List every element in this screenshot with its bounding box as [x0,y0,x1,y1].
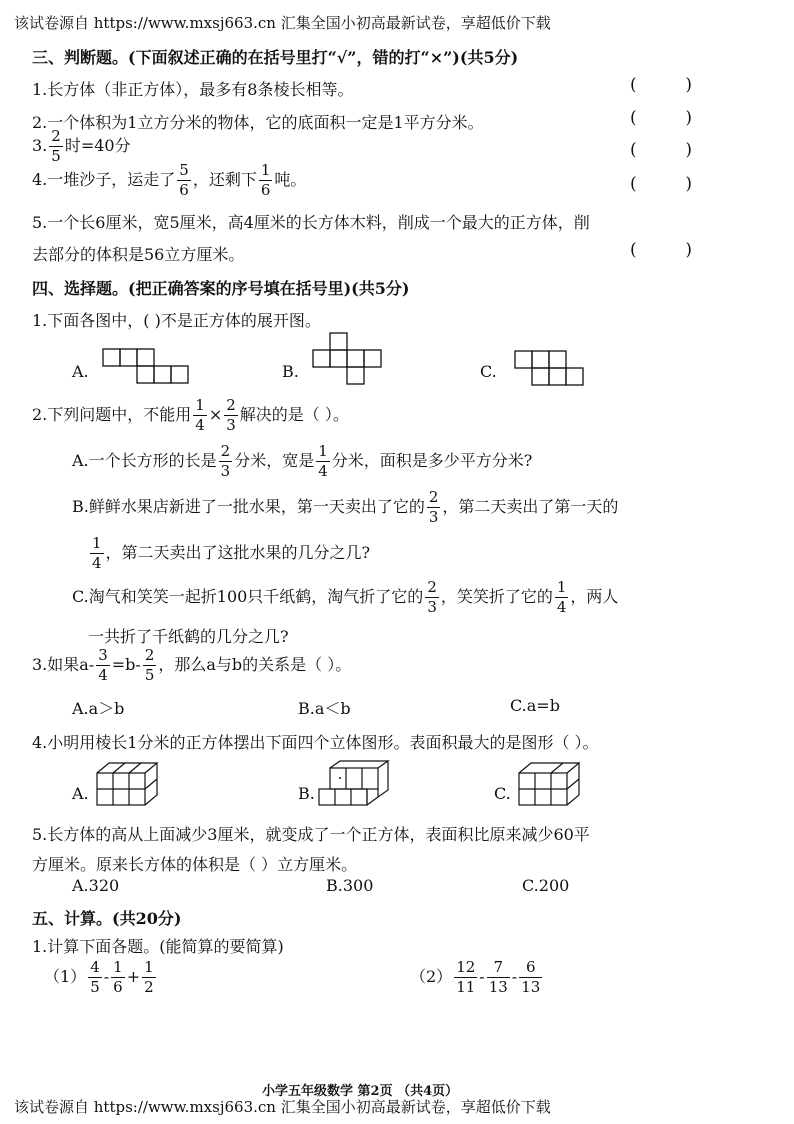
choice-q5-option-a: A.320 [72,876,120,895]
option-label: A. [72,784,89,803]
answer-paren[interactable]: ( ) [630,140,692,160]
choice-q5-option-b: B.300 [326,876,374,895]
calc-q1: 1.计算下面各题。(能简算的要简算) [32,937,284,956]
fraction: $\frac{2}{5}$ [51,127,61,165]
fraction: $\frac{2}{5}$ [144,646,155,684]
option-label: C. [494,784,511,803]
section-3-title: 三、判断题。(下面叙述正确的在括号里打“√”，错的打“×”)(共5分) [32,48,519,67]
fraction: $\frac{12}{11}$ [456,958,476,996]
cube-figure-a [96,760,162,808]
judge-q1: 1.长方体（非正方体），最多有8条棱长相等。 [32,80,354,99]
judge-q2: 2.一个体积为1立方分米的物体，它的底面积一定是1平方分米。 [32,113,484,132]
fraction: $\frac{7}{13}$ [488,958,508,996]
answer-paren[interactable]: ( ) [630,108,692,128]
fraction: $\frac{1}{6}$ [113,958,123,996]
calc-expr-1: （1） $\frac{4}{5}$ - $\frac{1}{6}$ + $\frac{1}{2}$ [44,958,154,996]
fraction: $\frac{2}{3}$ [427,578,437,616]
option-label: B. [298,784,315,803]
answer-paren[interactable]: ( ) [630,174,692,194]
option-label: A. [72,362,89,381]
judge-q3: 3. $\frac{2}{5}$ 时=40分 [32,127,131,165]
answer-paren[interactable]: ( ) [630,240,692,260]
cube-net-a [102,348,192,386]
section-4-title: 四、选择题。(把正确答案的序号填在括号里)(共5分) [32,279,410,298]
choice-q2-option-b-line2: $\frac{1}{4}$ ，第二天卖出了这批水果的几分之几? [92,534,371,572]
fraction: $\frac{5}{6}$ [179,161,189,199]
choice-q3-option-a: A.a＞b [72,699,125,718]
fraction: $\frac{1}{2}$ [144,958,154,996]
fraction: $\frac{1}{4}$ [318,442,328,480]
choice-q2-option-c-line2: 一共折了千纸鹤的几分之几? [88,627,289,646]
source-footer: 该试卷源自 https://www.mxsj663.cn 汇集全国小初高最新试卷，享超低价下载 [14,1098,551,1116]
fraction: $\frac{1}{4}$ [92,534,102,572]
fraction: $\frac{4}{5}$ [90,958,100,996]
option-label: B. [282,362,299,381]
fraction: $\frac{2}{3}$ [226,396,236,434]
fraction: $\frac{2}{3}$ [428,488,439,526]
choice-q5-line2: 方厘米。原来长方体的体积是（ ）立方厘米。 [32,855,358,874]
answer-paren[interactable]: ( ) [630,75,692,95]
fraction: $\frac{1}{6}$ [260,161,271,199]
option-label: C. [480,362,497,381]
page-footer: 小学五年级数学 第2页 （共4页） [262,1084,459,1099]
judge-q5-line1: 5.一个长6厘米，宽5厘米，高4厘米的长方体木料，削成一个最大的正方体，削 [32,213,590,232]
choice-q4: 4.小明用棱长1分米的正方体摆出下面四个立体图形。表面积最大的是图形（ ）。 [32,733,599,752]
fraction: $\frac{3}{4}$ [98,646,108,684]
choice-q5-line1: 5.长方体的高从上面减少3厘米，就变成了一个正方体，表面积比原来减少60平 [32,825,590,844]
fraction: $\frac{1}{4}$ [195,396,205,434]
choice-q3-option-b: B.a＜b [298,699,351,718]
choice-q1: 1.下面各图中，( )不是正方体的展开图。 [32,311,321,330]
cube-figure-c [518,760,584,808]
cube-net-c [514,350,586,388]
cube-figure-b [318,760,392,808]
cube-net-b [312,332,384,388]
choice-q2-option-b: B.鲜鲜水果店新进了一批水果，第一天卖出了它的 $\frac{2}{3}$ ，第二天卖出了第一天的 [72,488,619,526]
fraction: $\frac{6}{13}$ [521,958,541,996]
choice-q3: 3.如果a- $\frac{3}{4}$ =b- $\frac{2}{5}$ ，那么a与b的关系是（ ）。 [32,646,352,684]
choice-q3-option-c: C.a=b [510,696,560,715]
judge-q5-line2: 去部分的体积是56立方厘米。 [32,245,245,264]
choice-q5-option-c: C.200 [522,876,570,895]
page-header: 该试卷源自 https://www.mxsj663.cn 汇集全国小初高最新试卷，享超低价下载 [14,14,551,32]
fraction: $\frac{2}{3}$ [220,442,231,480]
choice-q2-option-c: C.淘气和笑笑一起折100只千纸鹤，淘气折了它的 $\frac{2}{3}$ ，笑笑折了它的 $\frac{1}{4}$ ，两人 [72,578,619,616]
choice-q2-option-a: A.一个长方形的长是 $\frac{2}{3}$ 分米，宽是 $\frac{1}{4}$ 分米，面积是多少平方分米? [72,442,533,480]
judge-q4: 4.一堆沙子，运走了 $\frac{5}{6}$ ，还剩下 $\frac{1}{6}$ 吨。 [32,161,307,199]
section-5-title: 五、计算。(共20分) [32,909,182,928]
calc-expr-2: （2） $\frac{12}{11}$ - $\frac{7}{13}$ - $\frac{6}{13}$ [410,958,541,996]
choice-q2: 2.下列问题中，不能用 $\frac{1}{4}$ × $\frac{2}{3}$ 解决的是（ ）。 [32,396,349,434]
fraction: $\frac{1}{4}$ [556,578,567,616]
